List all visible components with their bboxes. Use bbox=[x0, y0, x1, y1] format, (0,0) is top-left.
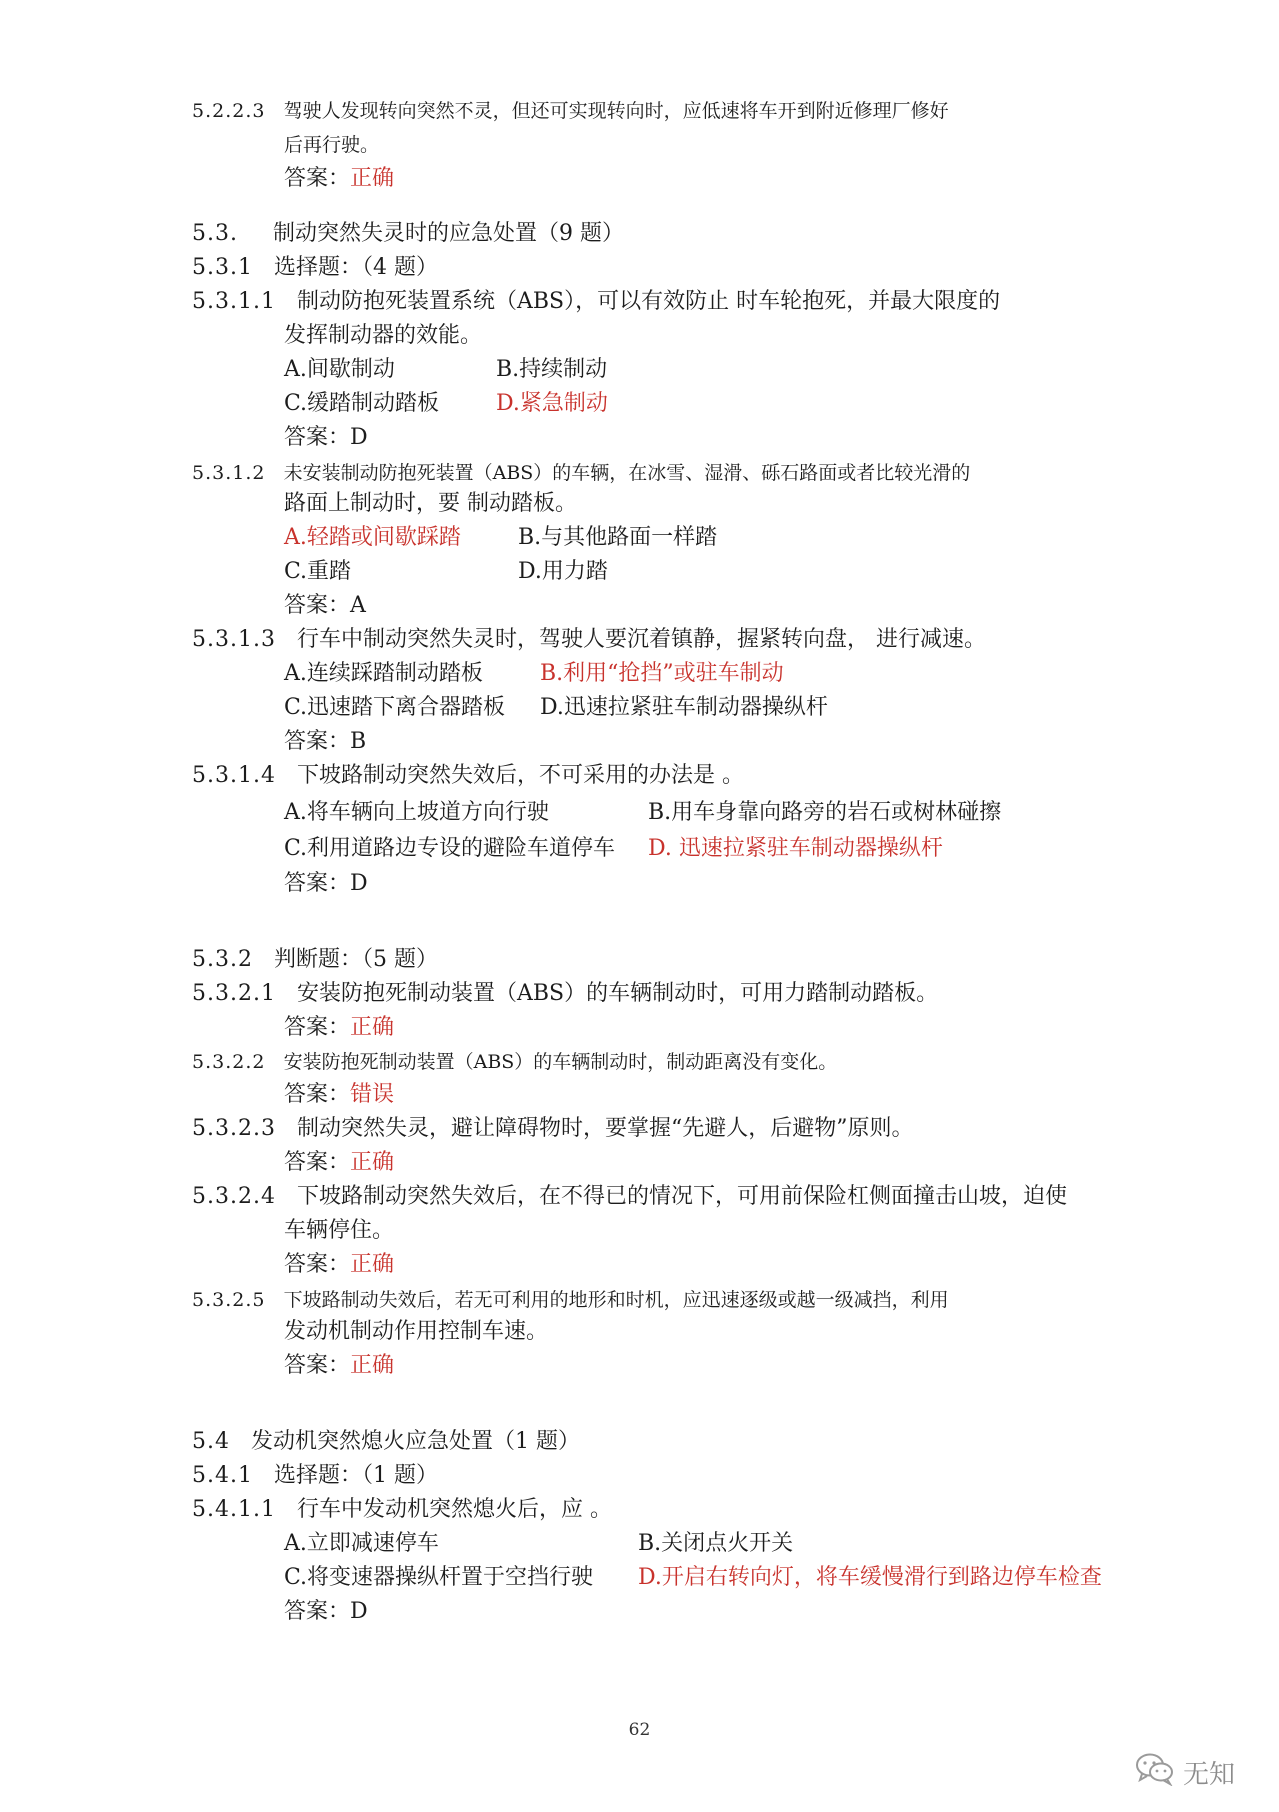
subsection-title: 选择题：（1 题） bbox=[273, 1463, 438, 1488]
question-text: 安装防抱死制动装置（ABS）的车辆制动时，制动距离没有变化。 bbox=[283, 1051, 838, 1073]
question-text: 制动防抱死装置系统（ABS），可以有效防止 时车轮抱死，并最大限度的 bbox=[296, 289, 1001, 314]
question-text: 制动突然失灵，避让障碍物时，要掌握“先避人，后避物”原则。 bbox=[296, 1116, 914, 1141]
question-text: 下坡路制动突然失效后，在不得已的情况下，可用前保险杠侧面撞击山坡，迫使 bbox=[296, 1184, 1067, 1209]
watermark-text: 无知 bbox=[1182, 1760, 1235, 1790]
question-text: 行车中制动突然失灵时，驾驶人要沉着镇静，握紧转向盘， 进行减速。 bbox=[296, 627, 986, 652]
answer-line bbox=[284, 1080, 394, 1110]
option-c: C.利用道路边专设的避险车道停车 bbox=[284, 836, 616, 861]
question-number: 5.4.1.1 bbox=[192, 1497, 276, 1522]
subsection-heading bbox=[192, 253, 438, 283]
option-d-correct: D.紧急制动 bbox=[496, 391, 608, 416]
question-text: 下坡路制动失效后，若无可利用的地形和时机，应迅速逐级或越一级减挡，利用 bbox=[283, 1289, 949, 1311]
question-5311 bbox=[192, 287, 1000, 317]
question-number: 5.3.1.2 bbox=[192, 462, 266, 484]
subsection-title: 判断题：（5 题） bbox=[273, 947, 438, 972]
question-number: 5.3.2.4 bbox=[192, 1184, 276, 1209]
subsection-number: 5.4.1 bbox=[192, 1463, 253, 1488]
section-number: 5.3. bbox=[192, 221, 238, 246]
option-c: C.缓踏制动踏板 bbox=[284, 391, 440, 416]
question-5314 bbox=[192, 761, 744, 791]
option-b-correct: B.利用“抢挡”或驻车制动 bbox=[540, 661, 784, 686]
option-c: C.将变速器操纵杆置于空挡行驶 bbox=[284, 1565, 594, 1590]
section-number: 5.4 bbox=[192, 1429, 230, 1454]
section-title: 发动机突然熄火应急处置（1 题） bbox=[250, 1429, 580, 1454]
question-text: 下坡路制动突然失效后，不可采用的办法是 。 bbox=[296, 763, 744, 788]
option-d-correct: D.开启右转向灯，将车缓慢滑行到路边停车检查 bbox=[638, 1565, 1102, 1590]
subsection-heading bbox=[192, 945, 438, 975]
option-a-correct: A.轻踏或间歇踩踏 bbox=[284, 525, 461, 550]
option-d: D.迅速拉紧驻车制动器操纵杆 bbox=[540, 695, 828, 720]
answer-label: 答案： bbox=[284, 1353, 351, 1378]
answer-label: 答案： bbox=[284, 1150, 351, 1175]
answer-label: 答案： bbox=[284, 166, 351, 191]
question-text-cont: 路面上制动时，要 制动踏板。 bbox=[284, 491, 577, 516]
question-5321 bbox=[192, 979, 938, 1009]
subsection-title: 选择题：（4 题） bbox=[273, 255, 438, 280]
option-b: B.持续制动 bbox=[496, 357, 608, 382]
option-b: B.与其他路面一样踏 bbox=[518, 525, 718, 550]
section-heading bbox=[192, 219, 624, 249]
watermark bbox=[1135, 1752, 1235, 1793]
answer-value: 错误 bbox=[350, 1082, 395, 1107]
answer-line bbox=[284, 1351, 394, 1381]
question-5324 bbox=[192, 1182, 1067, 1212]
subsection-number: 5.3.2 bbox=[192, 947, 253, 972]
option-c: C.迅速踏下离合器踏板 bbox=[284, 695, 506, 720]
page-number: 62 bbox=[628, 1720, 651, 1740]
section-heading bbox=[192, 1427, 580, 1457]
question-number: 5.3.1.3 bbox=[192, 627, 276, 652]
option-d-correct: D. 迅速拉紧驻车制动器操纵杆 bbox=[648, 836, 943, 861]
answer-value: 正确 bbox=[350, 1252, 395, 1277]
question-text-cont: 车辆停住。 bbox=[284, 1218, 395, 1243]
question-5312 bbox=[192, 458, 970, 488]
answer-line bbox=[284, 1148, 394, 1178]
question-text: 行车中发动机突然熄火后，应 。 bbox=[296, 1497, 612, 1522]
wechat-icon bbox=[1135, 1752, 1175, 1793]
option-a: A.连续踩踏制动踏板 bbox=[284, 661, 483, 686]
answer-line: 答案：B bbox=[284, 729, 367, 754]
option-a: A.立即减速停车 bbox=[284, 1531, 439, 1556]
answer-line: 答案：D bbox=[284, 425, 368, 450]
question-text: 安装防抱死制动装置（ABS）的车辆制动时，可用力踏制动踏板。 bbox=[296, 981, 939, 1006]
question-5411 bbox=[192, 1495, 612, 1525]
question-text-cont: 发挥制动器的效能。 bbox=[284, 323, 483, 348]
answer-line: 答案：D bbox=[284, 871, 368, 896]
answer-value: 正确 bbox=[350, 1015, 395, 1040]
question-5322 bbox=[192, 1047, 837, 1077]
question-number: 5.3.1.1 bbox=[192, 289, 276, 314]
option-c: C.重踏 bbox=[284, 559, 352, 584]
question-5325 bbox=[192, 1285, 949, 1315]
answer-value: 正确 bbox=[350, 166, 395, 191]
option-a: A.间歇制动 bbox=[284, 357, 395, 382]
question-number: 5.3.2.3 bbox=[192, 1116, 276, 1141]
answer-line: 答案：D bbox=[284, 1599, 368, 1624]
option-a: A.将车辆向上坡道方向行驶 bbox=[284, 800, 549, 825]
answer-line bbox=[284, 1013, 394, 1043]
question-number: 5.3.2.1 bbox=[192, 981, 276, 1006]
question-number: 5.3.2.2 bbox=[192, 1051, 266, 1073]
answer-label: 答案： bbox=[284, 1252, 351, 1277]
option-b: B.用车身靠向路旁的岩石或树林碰擦 bbox=[648, 800, 1002, 825]
answer-label: 答案： bbox=[284, 1082, 351, 1107]
question-text: 驾驶人发现转向突然不灵，但还可实现转向时，应低速将车开到附近修理厂修好 bbox=[283, 100, 949, 122]
question-text-cont: 后再行驶。 bbox=[284, 134, 380, 156]
option-d: D.用力踏 bbox=[518, 559, 608, 584]
section-title: 制动突然失灵时的应急处置（9 题） bbox=[272, 221, 624, 246]
question-text-cont: 发动机制动作用控制车速。 bbox=[284, 1319, 549, 1344]
question-5223 bbox=[192, 96, 949, 126]
question-text: 未安装制动防抱死装置（ABS）的车辆，在冰雪、湿滑、砾石路面或者比较光滑的 bbox=[283, 462, 971, 484]
answer-value: 正确 bbox=[350, 1353, 395, 1378]
question-number: 5.3.2.5 bbox=[192, 1289, 266, 1311]
question-number: 5.3.1.4 bbox=[192, 763, 276, 788]
subsection-number: 5.3.1 bbox=[192, 255, 253, 280]
question-number: 5.2.2.3 bbox=[192, 100, 266, 122]
question-5323 bbox=[192, 1114, 913, 1144]
subsection-heading bbox=[192, 1461, 438, 1491]
option-b: B.关闭点火开关 bbox=[638, 1531, 794, 1556]
answer-line bbox=[284, 1250, 394, 1280]
answer-line: 答案：A bbox=[284, 593, 366, 618]
answer-label: 答案： bbox=[284, 1015, 351, 1040]
question-5313 bbox=[192, 625, 986, 655]
answer-value: 正确 bbox=[350, 1150, 395, 1175]
answer-line bbox=[284, 164, 394, 194]
